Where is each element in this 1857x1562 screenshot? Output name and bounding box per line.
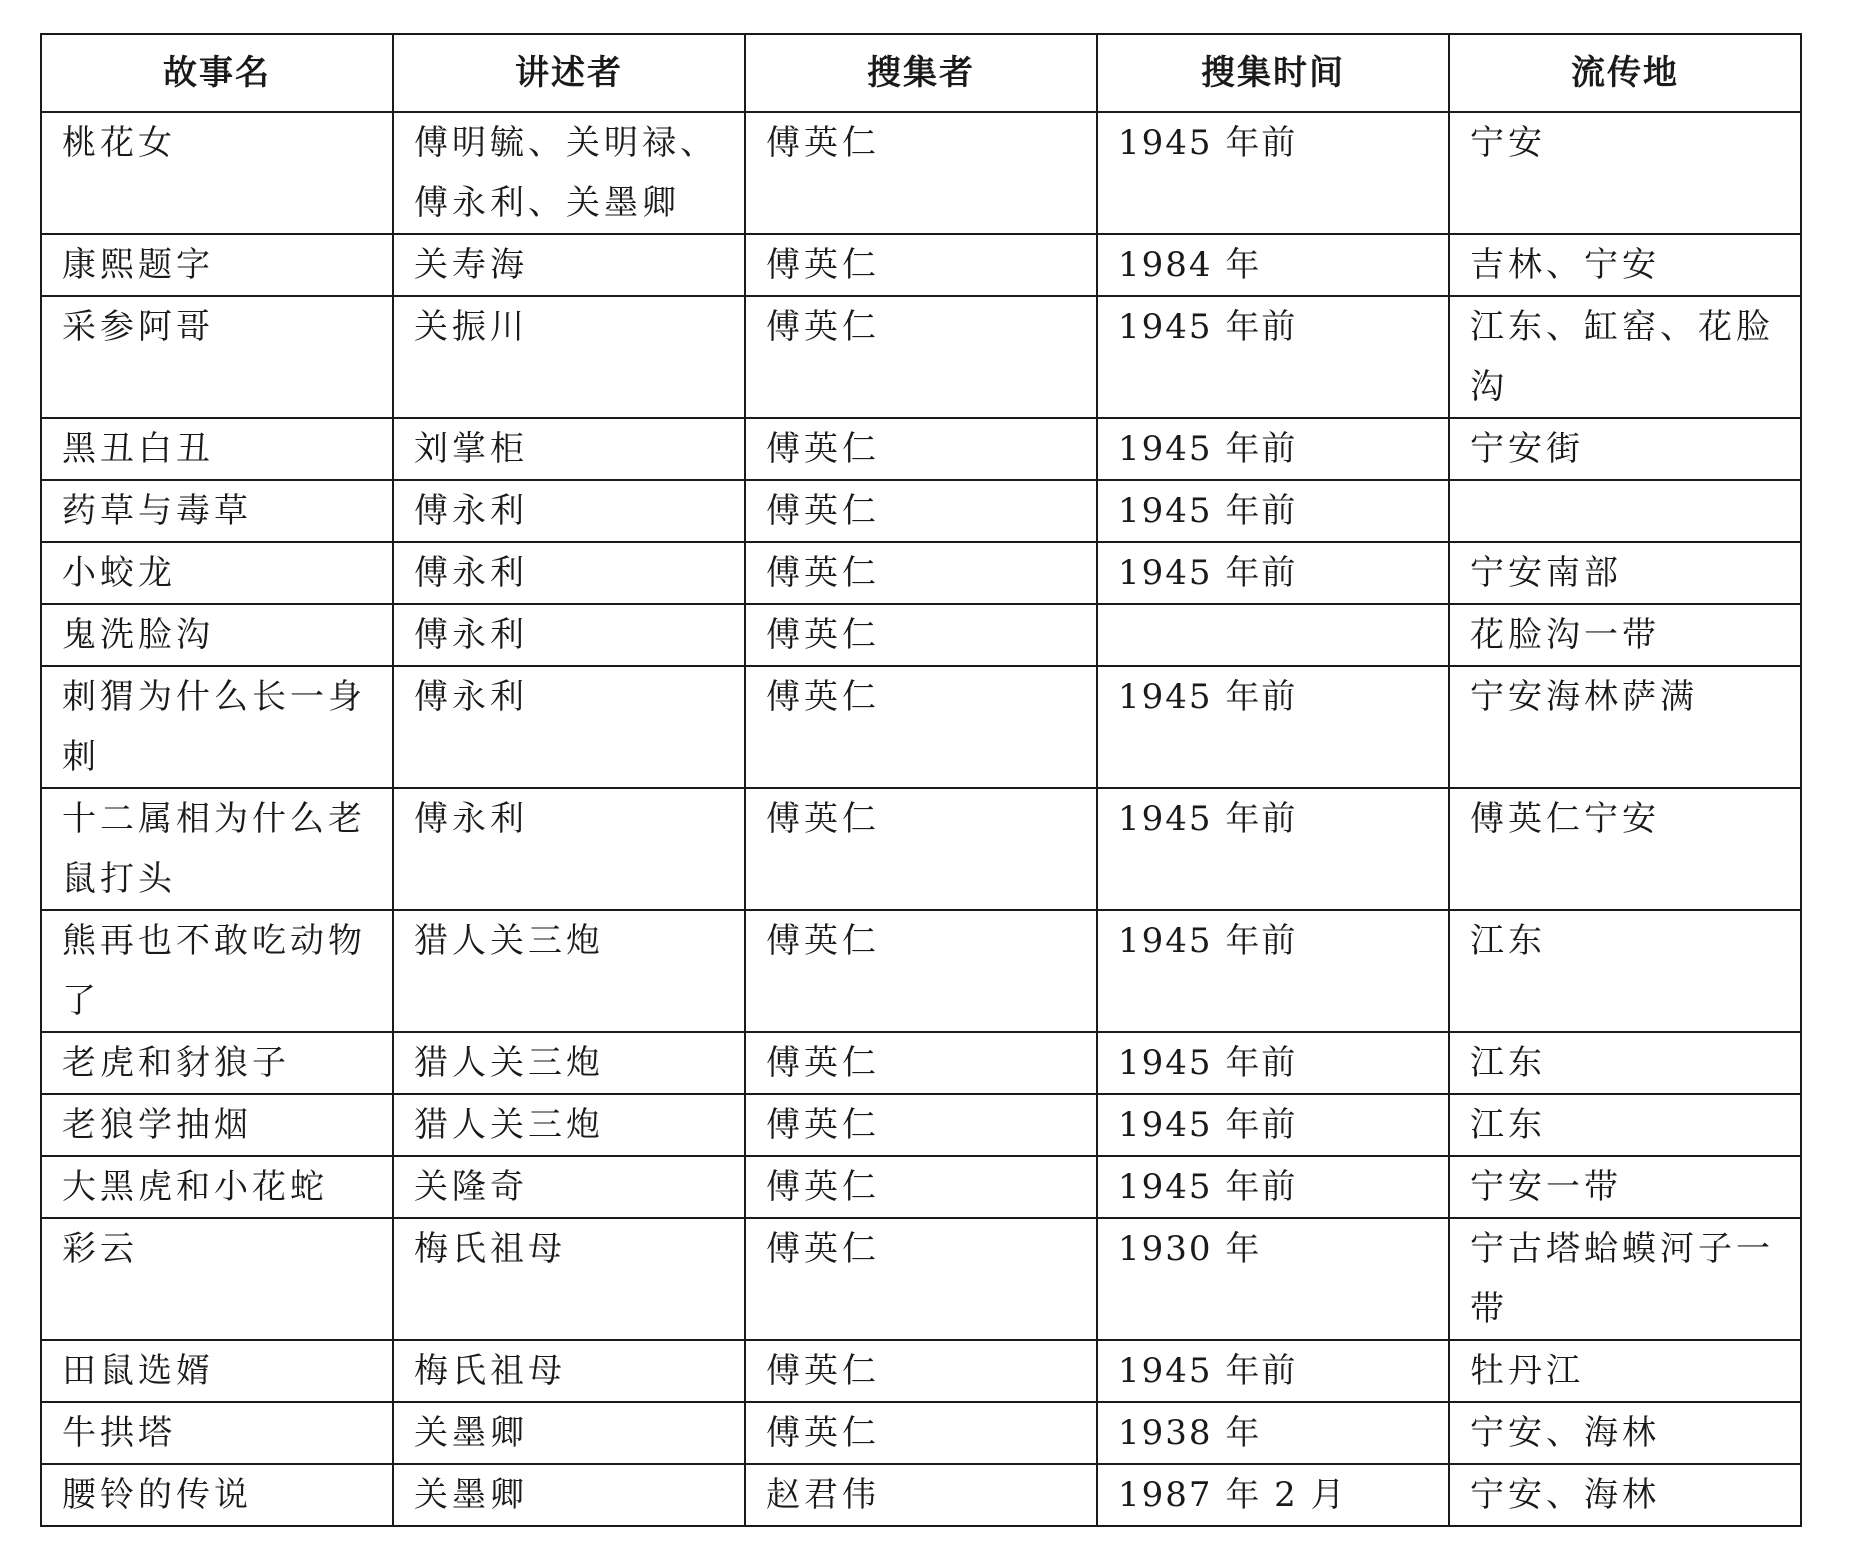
cell-narrator: 梅氏祖母 [393,1340,745,1402]
cell-collector: 傅英仁 [745,1156,1097,1218]
table-row [41,418,1801,480]
header-circulation-area: 流传地 [1449,34,1801,112]
header-story-name: 故事名 [41,34,393,112]
table-row [41,296,1801,418]
cell-collector: 傅英仁 [745,604,1097,666]
cell-story-name: 采参阿哥 [41,296,393,418]
cell-circulation-area: 宁安街 [1449,418,1801,480]
cell-collection-time: 1945 年前 [1097,910,1449,1032]
header-narrator: 讲述者 [393,34,745,112]
cell-story-name: 十二属相为什么老鼠打头 [41,788,393,910]
cell-collection-time: 1945 年前 [1097,788,1449,910]
cell-story-name: 熊再也不敢吃动物了 [41,910,393,1032]
cell-story-name: 药草与毒草 [41,480,393,542]
cell-collection-time: 1945 年前 [1097,666,1449,788]
cell-narrator: 傅永利 [393,604,745,666]
cell-story-name: 黑丑白丑 [41,418,393,480]
cell-circulation-area: 江东 [1449,1094,1801,1156]
header-collector: 搜集者 [745,34,1097,112]
cell-story-name: 大黑虎和小花蛇 [41,1156,393,1218]
cell-collection-time: 1945 年前 [1097,112,1449,234]
cell-narrator: 关墨卿 [393,1464,745,1526]
cell-story-name: 牛拱塔 [41,1402,393,1464]
cell-collector: 傅英仁 [745,1340,1097,1402]
cell-collection-time: 1938 年 [1097,1402,1449,1464]
table-row [41,604,1801,666]
cell-collector: 傅英仁 [745,666,1097,788]
story-collection-table [40,33,1802,1527]
cell-story-name: 老狼学抽烟 [41,1094,393,1156]
cell-collection-time: 1945 年前 [1097,418,1449,480]
table-row [41,234,1801,296]
cell-collection-time [1097,604,1449,666]
cell-circulation-area: 江东 [1449,1032,1801,1094]
cell-narrator: 关振川 [393,296,745,418]
cell-collector: 傅英仁 [745,1032,1097,1094]
cell-collector: 傅英仁 [745,910,1097,1032]
table-row [41,1464,1801,1526]
cell-story-name: 鬼洗脸沟 [41,604,393,666]
cell-circulation-area: 宁安海林萨满 [1449,666,1801,788]
cell-collector: 傅英仁 [745,480,1097,542]
cell-narrator: 猎人关三炮 [393,1032,745,1094]
table-row [41,1094,1801,1156]
table-row [41,1032,1801,1094]
cell-collector: 傅英仁 [745,1094,1097,1156]
header-collection-time: 搜集时间 [1097,34,1449,112]
table-row [41,1218,1801,1340]
table-row [41,112,1801,234]
cell-narrator: 傅永利 [393,788,745,910]
table-row [41,1156,1801,1218]
table-row [41,480,1801,542]
cell-collector: 傅英仁 [745,112,1097,234]
cell-story-name: 老虎和豺狼子 [41,1032,393,1094]
cell-collector: 傅英仁 [745,1402,1097,1464]
cell-narrator: 关寿海 [393,234,745,296]
cell-collector: 傅英仁 [745,296,1097,418]
cell-story-name: 小蛟龙 [41,542,393,604]
cell-story-name: 田鼠选婿 [41,1340,393,1402]
cell-collection-time: 1945 年前 [1097,296,1449,418]
cell-narrator: 关隆奇 [393,1156,745,1218]
cell-narrator: 关墨卿 [393,1402,745,1464]
cell-narrator: 傅永利 [393,480,745,542]
cell-narrator: 刘掌柜 [393,418,745,480]
cell-collection-time: 1987 年 2 月 [1097,1464,1449,1526]
cell-narrator: 傅永利 [393,542,745,604]
cell-collection-time: 1984 年 [1097,234,1449,296]
cell-circulation-area: 宁安、海林 [1449,1402,1801,1464]
cell-collector: 傅英仁 [745,418,1097,480]
cell-collection-time: 1945 年前 [1097,1094,1449,1156]
cell-circulation-area: 宁安一带 [1449,1156,1801,1218]
table-row [41,666,1801,788]
cell-narrator: 猎人关三炮 [393,1094,745,1156]
table-row [41,1340,1801,1402]
cell-circulation-area: 宁安 [1449,112,1801,234]
cell-story-name: 彩云 [41,1218,393,1340]
cell-circulation-area: 宁古塔蛤蟆河子一带 [1449,1218,1801,1340]
cell-collector: 傅英仁 [745,788,1097,910]
cell-narrator: 傅明毓、关明禄、傅永利、关墨卿 [393,112,745,234]
cell-circulation-area: 江东、缸窑、花脸沟 [1449,296,1801,418]
table-body [41,112,1801,1526]
cell-narrator: 梅氏祖母 [393,1218,745,1340]
cell-collection-time: 1945 年前 [1097,1156,1449,1218]
table-row [41,542,1801,604]
cell-collection-time: 1945 年前 [1097,1032,1449,1094]
cell-collection-time: 1945 年前 [1097,542,1449,604]
table-row [41,788,1801,910]
cell-collection-time: 1930 年 [1097,1218,1449,1340]
cell-collection-time: 1945 年前 [1097,1340,1449,1402]
cell-collector: 傅英仁 [745,234,1097,296]
table-row [41,910,1801,1032]
cell-narrator: 傅永利 [393,666,745,788]
cell-collector: 傅英仁 [745,1218,1097,1340]
cell-collection-time: 1945 年前 [1097,480,1449,542]
cell-circulation-area: 花脸沟一带 [1449,604,1801,666]
cell-circulation-area: 吉林、宁安 [1449,234,1801,296]
cell-circulation-area: 傅英仁宁安 [1449,788,1801,910]
cell-narrator: 猎人关三炮 [393,910,745,1032]
header-row [41,34,1801,112]
cell-circulation-area: 宁安、海林 [1449,1464,1801,1526]
cell-story-name: 刺猬为什么长一身刺 [41,666,393,788]
cell-collector: 傅英仁 [745,542,1097,604]
cell-story-name: 康熙题字 [41,234,393,296]
cell-story-name: 腰铃的传说 [41,1464,393,1526]
cell-circulation-area: 宁安南部 [1449,542,1801,604]
cell-circulation-area: 牡丹江 [1449,1340,1801,1402]
table-row [41,1402,1801,1464]
cell-story-name: 桃花女 [41,112,393,234]
cell-circulation-area: 江东 [1449,910,1801,1032]
cell-circulation-area [1449,480,1801,542]
cell-collector: 赵君伟 [745,1464,1097,1526]
